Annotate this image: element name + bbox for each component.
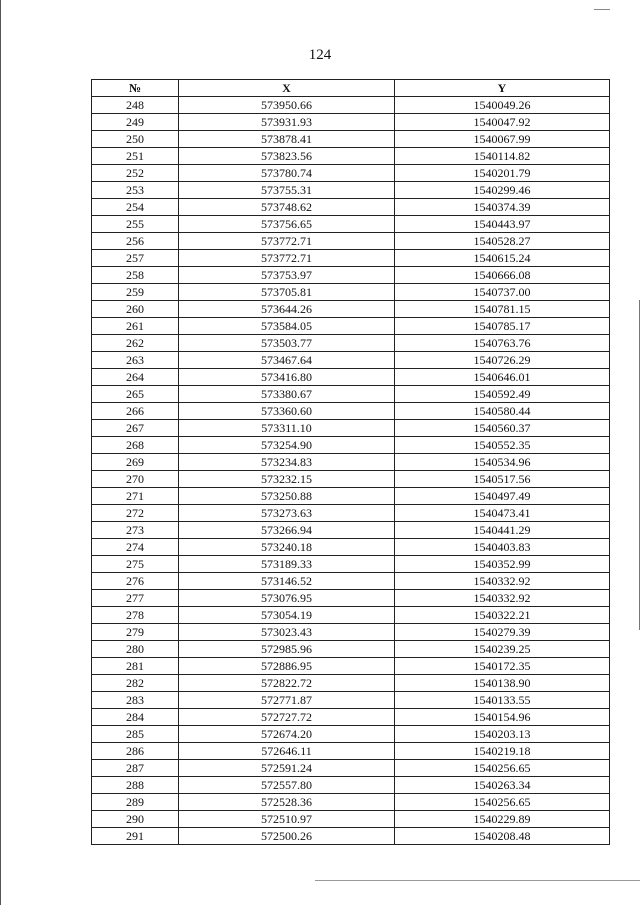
cell-number: 261	[92, 318, 179, 335]
cell-y: 1540049.26	[395, 97, 610, 114]
cell-x: 573380.67	[179, 386, 395, 403]
cell-x: 573823.56	[179, 148, 395, 165]
cell-x: 572822.72	[179, 675, 395, 692]
table-row	[92, 675, 610, 692]
cell-number: 260	[92, 301, 179, 318]
table-row	[92, 658, 610, 675]
cell-number: 250	[92, 131, 179, 148]
table-row	[92, 573, 610, 590]
cell-y: 1540332.92	[395, 590, 610, 607]
cell-y: 1540560.37	[395, 420, 610, 437]
cell-number: 289	[92, 794, 179, 811]
cell-x: 573705.81	[179, 284, 395, 301]
scan-top-mark	[594, 9, 610, 10]
column-header-y: Y	[395, 80, 610, 97]
cell-number: 256	[92, 233, 179, 250]
cell-y: 1540256.65	[395, 760, 610, 777]
cell-x: 572557.80	[179, 777, 395, 794]
cell-y: 1540666.08	[395, 267, 610, 284]
table-row	[92, 828, 610, 845]
cell-number: 263	[92, 352, 179, 369]
cell-number: 264	[92, 369, 179, 386]
table-row	[92, 148, 610, 165]
cell-x: 573780.74	[179, 165, 395, 182]
table-row	[92, 131, 610, 148]
cell-y: 1540154.96	[395, 709, 610, 726]
table-row	[92, 216, 610, 233]
cell-number: 266	[92, 403, 179, 420]
cell-y: 1540552.35	[395, 437, 610, 454]
cell-number: 288	[92, 777, 179, 794]
cell-x: 573266.94	[179, 522, 395, 539]
cell-x: 573023.43	[179, 624, 395, 641]
table-row	[92, 743, 610, 760]
cell-x: 573644.26	[179, 301, 395, 318]
table-row	[92, 233, 610, 250]
cell-number: 271	[92, 488, 179, 505]
cell-x: 573189.33	[179, 556, 395, 573]
cell-number: 270	[92, 471, 179, 488]
cell-y: 1540403.83	[395, 539, 610, 556]
cell-y: 1540528.27	[395, 233, 610, 250]
cell-y: 1540332.92	[395, 573, 610, 590]
cell-x: 573753.97	[179, 267, 395, 284]
table-row	[92, 692, 610, 709]
table-row	[92, 624, 610, 641]
table-row	[92, 352, 610, 369]
cell-number: 285	[92, 726, 179, 743]
cell-x: 573950.66	[179, 97, 395, 114]
cell-x: 573416.80	[179, 369, 395, 386]
cell-y: 1540580.44	[395, 403, 610, 420]
table-row	[92, 607, 610, 624]
table-row	[92, 301, 610, 318]
cell-x: 572528.36	[179, 794, 395, 811]
column-header-x: X	[179, 80, 395, 97]
cell-number: 248	[92, 97, 179, 114]
table-row	[92, 641, 610, 658]
table-row	[92, 777, 610, 794]
cell-y: 1540229.89	[395, 811, 610, 828]
cell-x: 573232.15	[179, 471, 395, 488]
cell-y: 1540172.35	[395, 658, 610, 675]
cell-y: 1540352.99	[395, 556, 610, 573]
cell-x: 573878.41	[179, 131, 395, 148]
cell-y: 1540534.96	[395, 454, 610, 471]
cell-y: 1540785.17	[395, 318, 610, 335]
cell-x: 573146.52	[179, 573, 395, 590]
cell-y: 1540322.21	[395, 607, 610, 624]
cell-y: 1540047.92	[395, 114, 610, 131]
cell-y: 1540763.76	[395, 335, 610, 352]
table-row	[92, 760, 610, 777]
table-row	[92, 437, 610, 454]
cell-number: 278	[92, 607, 179, 624]
cell-y: 1540299.46	[395, 182, 610, 199]
table-row	[92, 420, 610, 437]
cell-y: 1540441.29	[395, 522, 610, 539]
cell-x: 573503.77	[179, 335, 395, 352]
cell-number: 257	[92, 250, 179, 267]
cell-x: 572646.11	[179, 743, 395, 760]
table-row	[92, 726, 610, 743]
cell-x: 573772.71	[179, 250, 395, 267]
cell-number: 290	[92, 811, 179, 828]
cell-x: 572985.96	[179, 641, 395, 658]
cell-x: 573240.18	[179, 539, 395, 556]
table-row	[92, 522, 610, 539]
cell-x: 573254.90	[179, 437, 395, 454]
table-row	[92, 165, 610, 182]
cell-x: 573234.83	[179, 454, 395, 471]
cell-number: 258	[92, 267, 179, 284]
table-row	[92, 539, 610, 556]
cell-number: 275	[92, 556, 179, 573]
cell-x: 573756.65	[179, 216, 395, 233]
table-row	[92, 403, 610, 420]
cell-y: 1540517.56	[395, 471, 610, 488]
table-row	[92, 386, 610, 403]
cell-x: 572674.20	[179, 726, 395, 743]
cell-x: 573931.93	[179, 114, 395, 131]
cell-x: 573584.05	[179, 318, 395, 335]
cell-number: 253	[92, 182, 179, 199]
cell-y: 1540263.34	[395, 777, 610, 794]
cell-x: 573748.62	[179, 199, 395, 216]
table-row	[92, 471, 610, 488]
table-row	[92, 505, 610, 522]
cell-y: 1540208.48	[395, 828, 610, 845]
cell-y: 1540374.39	[395, 199, 610, 216]
page-number: 124	[308, 47, 332, 63]
table-row	[92, 114, 610, 131]
cell-y: 1540256.65	[395, 794, 610, 811]
cell-y: 1540615.24	[395, 250, 610, 267]
table-header-row	[92, 80, 610, 97]
table-row	[92, 369, 610, 386]
column-header-number: №	[92, 80, 179, 97]
cell-number: 274	[92, 539, 179, 556]
cell-number: 252	[92, 165, 179, 182]
cell-y: 1540201.79	[395, 165, 610, 182]
cell-number: 272	[92, 505, 179, 522]
cell-number: 269	[92, 454, 179, 471]
cell-number: 282	[92, 675, 179, 692]
table-row	[92, 811, 610, 828]
table-row	[92, 335, 610, 352]
cell-y: 1540203.13	[395, 726, 610, 743]
table-row	[92, 199, 610, 216]
cell-y: 1540592.49	[395, 386, 610, 403]
scan-bottom-rule	[315, 880, 640, 881]
cell-number: 251	[92, 148, 179, 165]
cell-x: 573311.10	[179, 420, 395, 437]
table-row	[92, 284, 610, 301]
table-row	[92, 454, 610, 471]
cell-number: 255	[92, 216, 179, 233]
cell-x: 573360.60	[179, 403, 395, 420]
table-row	[92, 267, 610, 284]
table-row	[92, 709, 610, 726]
cell-number: 249	[92, 114, 179, 131]
table-row	[92, 182, 610, 199]
cell-y: 1540646.01	[395, 369, 610, 386]
cell-number: 276	[92, 573, 179, 590]
cell-y: 1540138.90	[395, 675, 610, 692]
cell-number: 281	[92, 658, 179, 675]
table-row	[92, 794, 610, 811]
cell-x: 573772.71	[179, 233, 395, 250]
cell-y: 1540726.29	[395, 352, 610, 369]
table-row	[92, 250, 610, 267]
cell-y: 1540781.15	[395, 301, 610, 318]
cell-y: 1540279.39	[395, 624, 610, 641]
cell-x: 572727.72	[179, 709, 395, 726]
cell-number: 280	[92, 641, 179, 658]
cell-x: 572591.24	[179, 760, 395, 777]
cell-x: 573054.19	[179, 607, 395, 624]
cell-number: 277	[92, 590, 179, 607]
cell-number: 259	[92, 284, 179, 301]
cell-number: 268	[92, 437, 179, 454]
table-row	[92, 556, 610, 573]
cell-number: 283	[92, 692, 179, 709]
table-row	[92, 318, 610, 335]
cell-x: 573755.31	[179, 182, 395, 199]
cell-x: 573076.95	[179, 590, 395, 607]
cell-x: 573250.88	[179, 488, 395, 505]
cell-number: 262	[92, 335, 179, 352]
cell-x: 573467.64	[179, 352, 395, 369]
table-row	[92, 488, 610, 505]
scan-left-edge-line	[0, 0, 1, 905]
cell-number: 273	[92, 522, 179, 539]
cell-x: 573273.63	[179, 505, 395, 522]
cell-number: 284	[92, 709, 179, 726]
cell-y: 1540067.99	[395, 131, 610, 148]
table-row	[92, 97, 610, 114]
cell-y: 1540497.49	[395, 488, 610, 505]
cell-x: 572771.87	[179, 692, 395, 709]
cell-y: 1540114.82	[395, 148, 610, 165]
cell-y: 1540443.97	[395, 216, 610, 233]
table-row	[92, 590, 610, 607]
cell-x: 572886.95	[179, 658, 395, 675]
cell-number: 279	[92, 624, 179, 641]
cell-y: 1540219.18	[395, 743, 610, 760]
cell-y: 1540737.00	[395, 284, 610, 301]
cell-number: 267	[92, 420, 179, 437]
cell-number: 291	[92, 828, 179, 845]
cell-y: 1540133.55	[395, 692, 610, 709]
cell-y: 1540239.25	[395, 641, 610, 658]
coordinates-table	[91, 79, 610, 845]
cell-number: 287	[92, 760, 179, 777]
cell-number: 286	[92, 743, 179, 760]
cell-y: 1540473.41	[395, 505, 610, 522]
cell-number: 254	[92, 199, 179, 216]
cell-x: 572510.97	[179, 811, 395, 828]
cell-x: 572500.26	[179, 828, 395, 845]
cell-number: 265	[92, 386, 179, 403]
